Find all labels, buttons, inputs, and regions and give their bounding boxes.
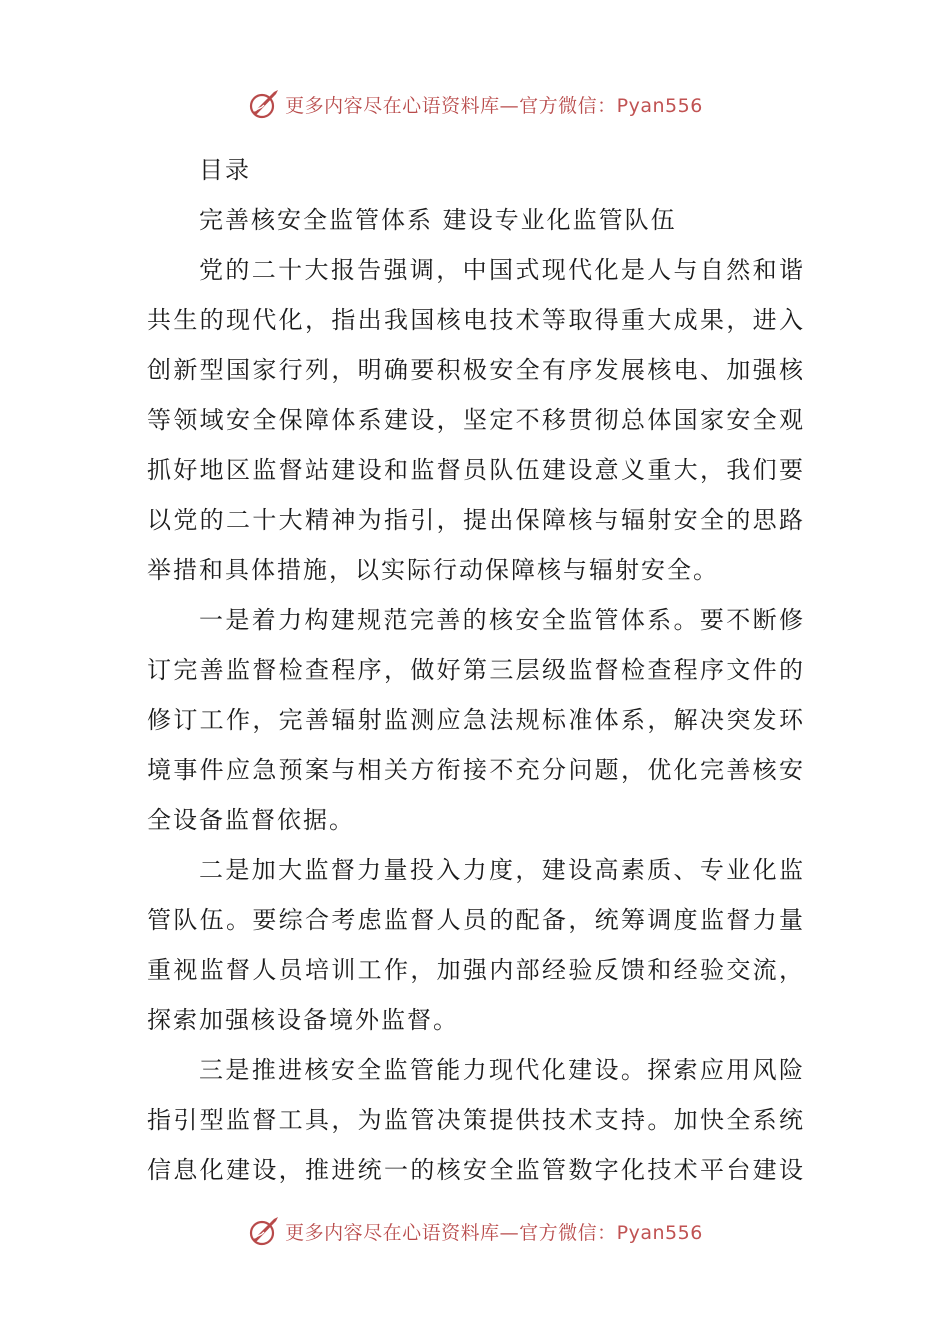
document-title: 完善核安全监管体系 建设专业化监管队伍 bbox=[199, 206, 677, 234]
header-banner-text: 更多内容尽在心语资料库—官方微信：Pyan556 bbox=[285, 94, 703, 117]
header-banner bbox=[0, 84, 950, 124]
paragraph-line: 境事件应急预案与相关方衔接不充分问题，优化完善核安 bbox=[147, 756, 805, 784]
paragraph-line: 创新型国家行列，明确要积极安全有序发展核电、加强核 bbox=[147, 356, 805, 384]
paragraph-line: 修订工作，完善辐射监测应急法规标准体系，解决突发环 bbox=[147, 706, 805, 734]
paragraph-line: 二是加大监督力量投入力度，建设高素质、专业化监 bbox=[199, 856, 805, 884]
quill-pen-logo-icon bbox=[247, 1214, 281, 1248]
paragraph-line: 以党的二十大精神为指引，提出保障核与辐射安全的思路 bbox=[147, 506, 805, 534]
wechat-id: Pyan556 bbox=[616, 1221, 703, 1244]
wechat-id: Pyan556 bbox=[616, 94, 703, 117]
paragraph-line: 三是推进核安全监管能力现代化建设。探索应用风险 bbox=[199, 1056, 805, 1084]
paragraph-line: 等领域安全保障体系建设，坚定不移贯彻总体国家安全观 bbox=[147, 406, 805, 434]
paragraph-line: 抓好地区监督站建设和监督员队伍建设意义重大，我们要 bbox=[147, 456, 805, 484]
paragraph-line: 全设备监督依据。 bbox=[147, 806, 355, 834]
footer-banner-text: 更多内容尽在心语资料库—官方微信：Pyan556 bbox=[285, 1221, 703, 1244]
paragraph-line: 探索加强核设备境外监督。 bbox=[147, 1006, 459, 1034]
paragraph-line: 一是着力构建规范完善的核安全监管体系。要不断修 bbox=[199, 606, 805, 634]
paragraph-line: 指引型监督工具，为监管决策提供技术支持。加快全系统 bbox=[147, 1106, 805, 1134]
toc-heading: 目录 bbox=[199, 156, 251, 184]
quill-pen-logo-icon bbox=[247, 87, 281, 121]
paragraph-line: 订完善监督检查程序，做好第三层级监督检查程序文件的 bbox=[147, 656, 805, 684]
document-body bbox=[147, 145, 805, 1195]
footer-banner bbox=[0, 1211, 950, 1251]
paragraph-line: 党的二十大报告强调，中国式现代化是人与自然和谐 bbox=[199, 256, 805, 284]
paragraph-line: 共生的现代化，指出我国核电技术等取得重大成果，进入 bbox=[147, 306, 805, 334]
paragraph-line: 信息化建设，推进统一的核安全监管数字化技术平台建设 bbox=[147, 1156, 805, 1184]
paragraph-line: 举措和具体措施，以实际行动保障核与辐射安全。 bbox=[147, 556, 719, 584]
paragraph-line: 重视监督人员培训工作，加强内部经验反馈和经验交流， bbox=[147, 956, 805, 984]
paragraph-line: 管队伍。要综合考虑监督人员的配备，统筹调度监督力量 bbox=[147, 906, 805, 934]
